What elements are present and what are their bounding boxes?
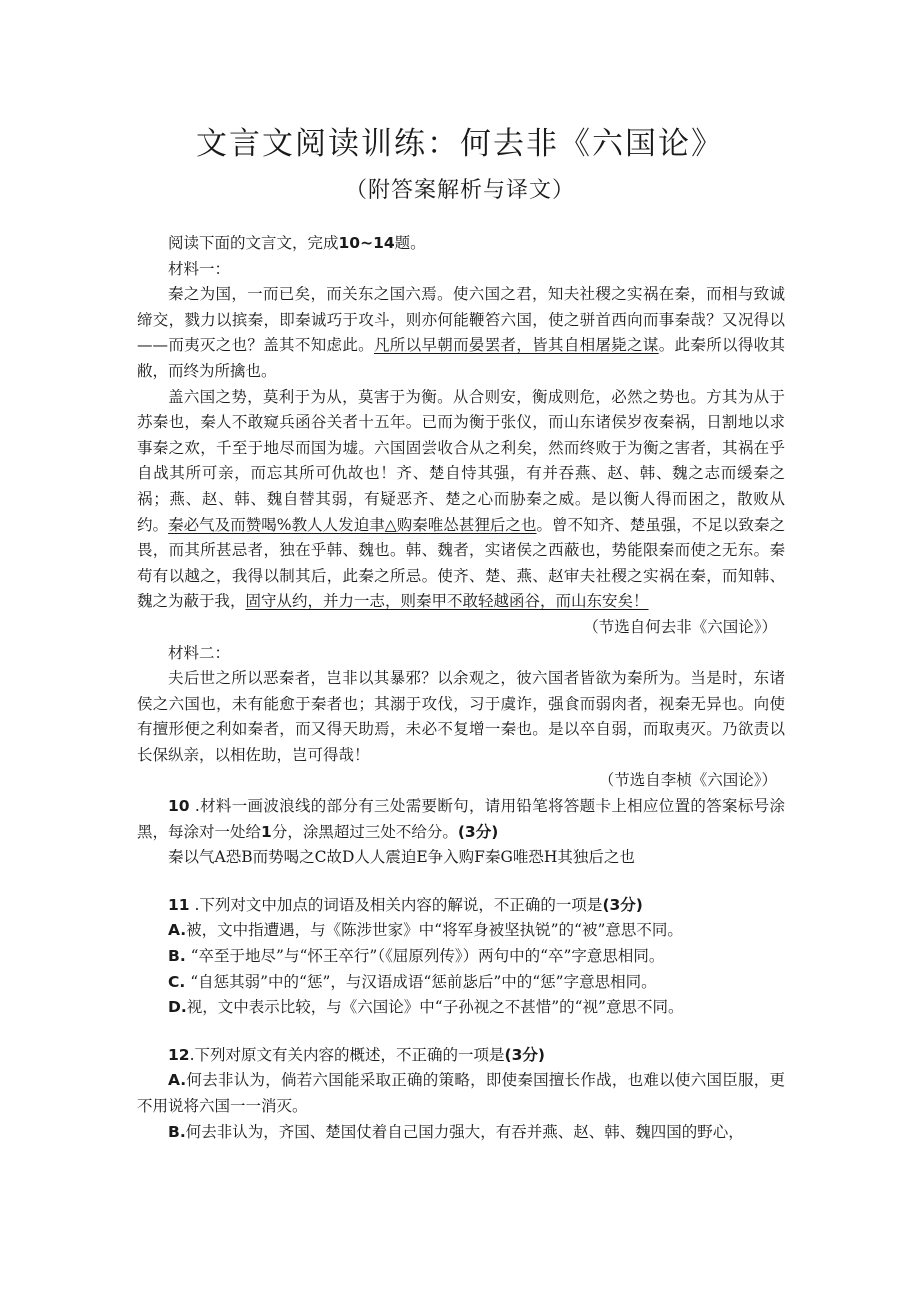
question-11-option-c: C. “自惩其弱”中的“惩”，与汉语成语“惩前毖后”中的“惩”字意思相同。 bbox=[168, 972, 657, 991]
question-11-option-a: A.被，文中指遭遇，与《陈涉世家》中“将军身被坚执锐”的“被”意思不同。 bbox=[168, 921, 683, 940]
document-body bbox=[137, 231, 785, 1145]
question-11-option-b: B. “卒至于地尽”与“怀王卒行”（《屈原列传》）两句中的“卒”字意思相同。 bbox=[168, 947, 665, 966]
underlined-sentence: 凡所以早朝而晏罢者，皆其自相屠毙之谋 bbox=[373, 336, 659, 355]
page-title: 文言文阅读训练：何去非《六国论》 bbox=[196, 126, 724, 162]
question-10: 10 .材料一画波浪线的部分有三处需要断句，请用铅笔将答题卡上相应位置的答案标号涂黑，每涂对一处给1分，涂黑超过三处不给分。(3分) bbox=[137, 797, 785, 841]
question-12: 12.下列对原文有关内容的概述，不正确的一项是(3分) bbox=[168, 1045, 545, 1064]
wavy-line-passage: 秦必气及而赞喝%教人人发迫聿△购秦唯怂甚狸后之也 bbox=[168, 515, 537, 534]
underlined-sentence: 固守从约，并力一志，则秦甲不敢轻越函谷，而山东安矣！ bbox=[245, 592, 649, 611]
question-12-option-b: B.何去非认为，齐国、楚国仗着自己国力强大，有吞并燕、赵、韩、魏四国的野心， bbox=[168, 1122, 744, 1141]
question-12-option-a: A.何去非认为，倘若六国能采取正确的策略，即使秦国擅长作战，也难以使六国臣服，更不用说将六国一一消灭。 bbox=[137, 1071, 785, 1115]
material2-label: 材料二： bbox=[168, 643, 231, 662]
question-10-options: 秦以气A恐B而势喝之C故D人人震迫E争入购F秦G唯恐H其独后之也 bbox=[168, 848, 635, 867]
page-subtitle: （附答案解析与译文） bbox=[344, 178, 575, 203]
material1-paragraph-2: 盖六国之势，莫利于为从，莫害于为衡。从合则安，衡成则危，必然之势也。方其为从于苏秦也，秦人不敢窥兵函谷关者十五年。已而为衡于张仪，而山东诸侯岁夜秦祸，日割地以求事秦之欢，千至于地尽而国为墟。六国固尝收合从之利矣，然而终败于为衡之害者，其祸在乎自战其所可亲，而忘其所可仇故也！齐、楚自恃其强，有并吞燕、赵、韩、魏之志而缓秦之祸；燕、赵、韩、魏自替其弱，有疑恶齐、楚之心而胁秦之威。是以衡人得而困之，散败从约。秦必气及而赞喝%教人人发迫聿△购秦唯怂甚狸后之也。曾不知齐、楚虽强，不足以致秦之畏，而其所甚忌者，独在乎韩、魏也。韩、魏者，实诸侯之西蔽也，势能限秦而使之无东。秦苟有以越之，我得以制其后，此秦之所忌。使齐、楚、燕、赵审夫社稷之实祸在秦，而知韩、魏之为蔽于我，固守从约，并力一志，则秦甲不敢轻越函谷，而山东安矣！ bbox=[137, 387, 785, 611]
material2-paragraph: 夫后世之所以恶秦者，岂非以其暴邪？以余观之，彼六国者皆欲为秦所为。当是时，东诸侯之六国也，未有能愈于秦者也；其溺于攻伐，习于虞诈，强食而弱肉者，视秦无异也。向使有擅形便之利如秦者，而又得天助焉，未必不复增一秦也。是以卒自弱，而取夷灭。乃欲责以长保纵亲，以相佐助，岂可得哉！ bbox=[137, 669, 785, 764]
material1-source: （节选自何去非《六国论》） bbox=[583, 617, 777, 636]
question-11-option-d: D.视，文中表示比较，与《六国论》中“子孙视之不甚惜”的“视”意思不同。 bbox=[168, 998, 684, 1017]
material2-source: （节选自李桢《六国论》） bbox=[598, 771, 777, 790]
material1-label: 材料一： bbox=[168, 259, 231, 278]
material1-paragraph-1: 秦之为国，一而已矣，而关东之国六焉。使六国之君，知夫社稷之实祸在秦，而相与致诚缔交，戮力以摈秦，即秦诚巧于攻斗，则亦何能鞭笞六国，使之骈首西向而事秦哉？又况得以——而夷灭之也？盖其不知虑此。凡所以早朝而晏罢者，皆其自相屠毙之谋。此秦所以得收其敝，而终为所擒也。 bbox=[137, 285, 785, 380]
reading-instruction: 阅读下面的文言文，完成10~14题。 bbox=[168, 234, 426, 252]
question-11: 11 .下列对文中加点的词语及相关内容的解说，不正确的一项是(3分) bbox=[168, 895, 643, 914]
